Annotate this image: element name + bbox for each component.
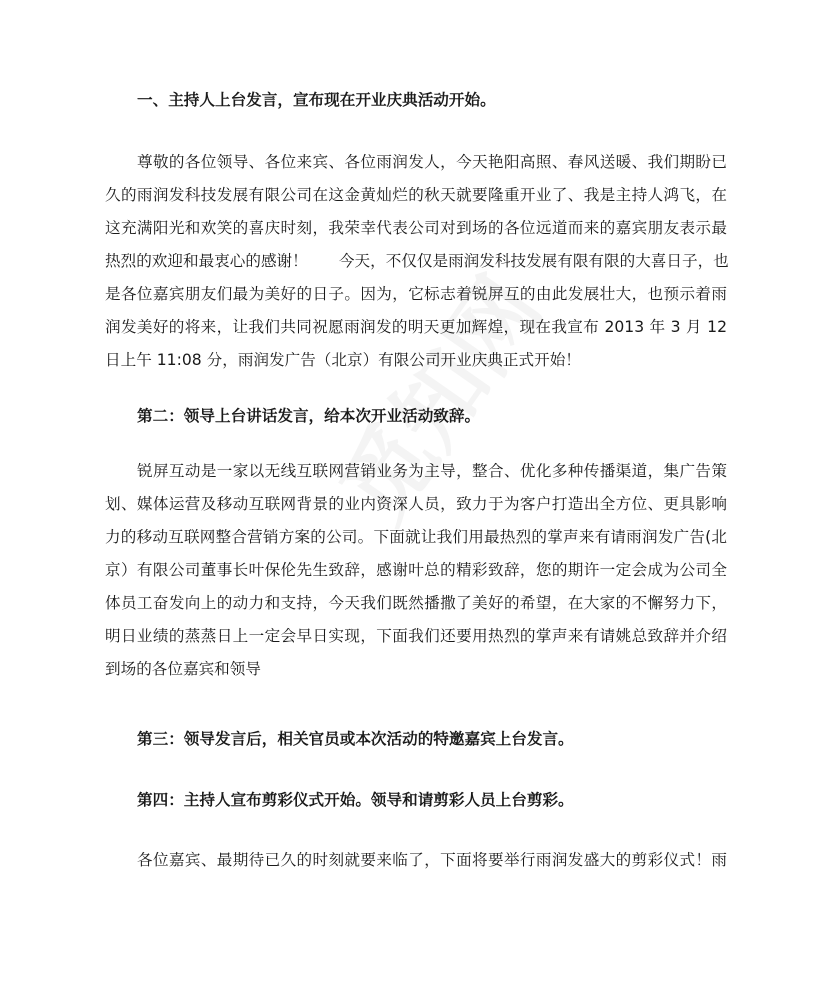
paragraph-line: 是各位嘉宾朋友们最为美好的日子。因为，它标志着锐屏互的由此发展壮大，也预示着雨 xyxy=(105,285,727,303)
paragraph-line: 力的移动互联网整合营销方案的公司。下面就让我们用最热烈的掌声来有请雨润发广告(北 xyxy=(105,528,727,546)
section-heading-4 xyxy=(105,784,727,817)
paragraph-leader-speech xyxy=(105,455,727,686)
paragraph-line: 划、媒体运营及移动互联网背景的业内资深人员，致力于为客户打造出全方位、更具影响 xyxy=(105,495,727,513)
heading-text: 第四：主持人宣布剪彩仪式开始。领导和请剪彩人员上台剪彩。 xyxy=(137,791,574,809)
paragraph-line: 到场的各位嘉宾和领导 xyxy=(105,660,261,678)
paragraph-ribbon-cutting xyxy=(105,844,727,877)
paragraph-line: 明日业绩的蒸蒸日上一定会早日实现，下面我们还要用热烈的掌声来有请姚总致辞并介绍 xyxy=(105,627,727,645)
paragraph-line: 尊敬的各位领导、各位来宾、各位雨润发人，今天艳阳高照、春风送暖、我们期盼已 xyxy=(137,153,727,171)
paragraph-line: 润发美好的将来，让我们共同祝愿雨润发的明天更加辉煌，现在我宣布 2013 年 3 月 12 xyxy=(105,318,727,336)
paragraph-line: 日上午 11:08 分，雨润发广告（北京）有限公司开业庆典正式开始！ xyxy=(105,351,581,369)
heading-text: 第三：领导发言后，相关官员或本次活动的特邀嘉宾上台发言。 xyxy=(137,730,574,748)
heading-text: 一、主持人上台发言，宣布现在开业庆典活动开始。 xyxy=(137,91,496,109)
paragraph-line: 这充满阳光和欢笑的喜庆时刻，我荣幸代表公司对到场的各位远道而来的嘉宾朋友表示最 xyxy=(105,219,727,237)
paragraph-line: 各位嘉宾、最期待已久的时刻就要来临了，下面将要举行雨润发盛大的剪彩仪式！雨 xyxy=(137,851,727,869)
paragraph-line: 锐屏互动是一家以无线互联网营销业务为主导，整合、优化多种传播渠道，集广告策 xyxy=(137,462,727,480)
section-heading-2 xyxy=(105,400,727,433)
paragraph-line: 京）有限公司董事长叶保伦先生致辞，感谢叶总的精彩致辞，您的期许一定会成为公司全 xyxy=(105,561,727,579)
paragraph-host-opening xyxy=(105,146,727,377)
section-heading-3 xyxy=(105,723,727,756)
paragraph-line: 热烈的欢迎和最衷心的感谢！ 今天，不仅仅是雨润发科技发展有限有限的大喜日子，也 xyxy=(105,252,729,270)
paragraph-line: 体员工奋发向上的动力和支持，今天我们既然播撒了美好的希望，在大家的不懈努力下， xyxy=(105,594,727,612)
section-heading-1 xyxy=(105,84,727,117)
paragraph-line: 久的雨润发科技发展有限公司在这金黄灿烂的秋天就要隆重开业了、我是主持人鸿飞，在 xyxy=(105,186,727,204)
heading-text: 第二：领导上台讲话发言，给本次开业活动致辞。 xyxy=(137,407,481,425)
